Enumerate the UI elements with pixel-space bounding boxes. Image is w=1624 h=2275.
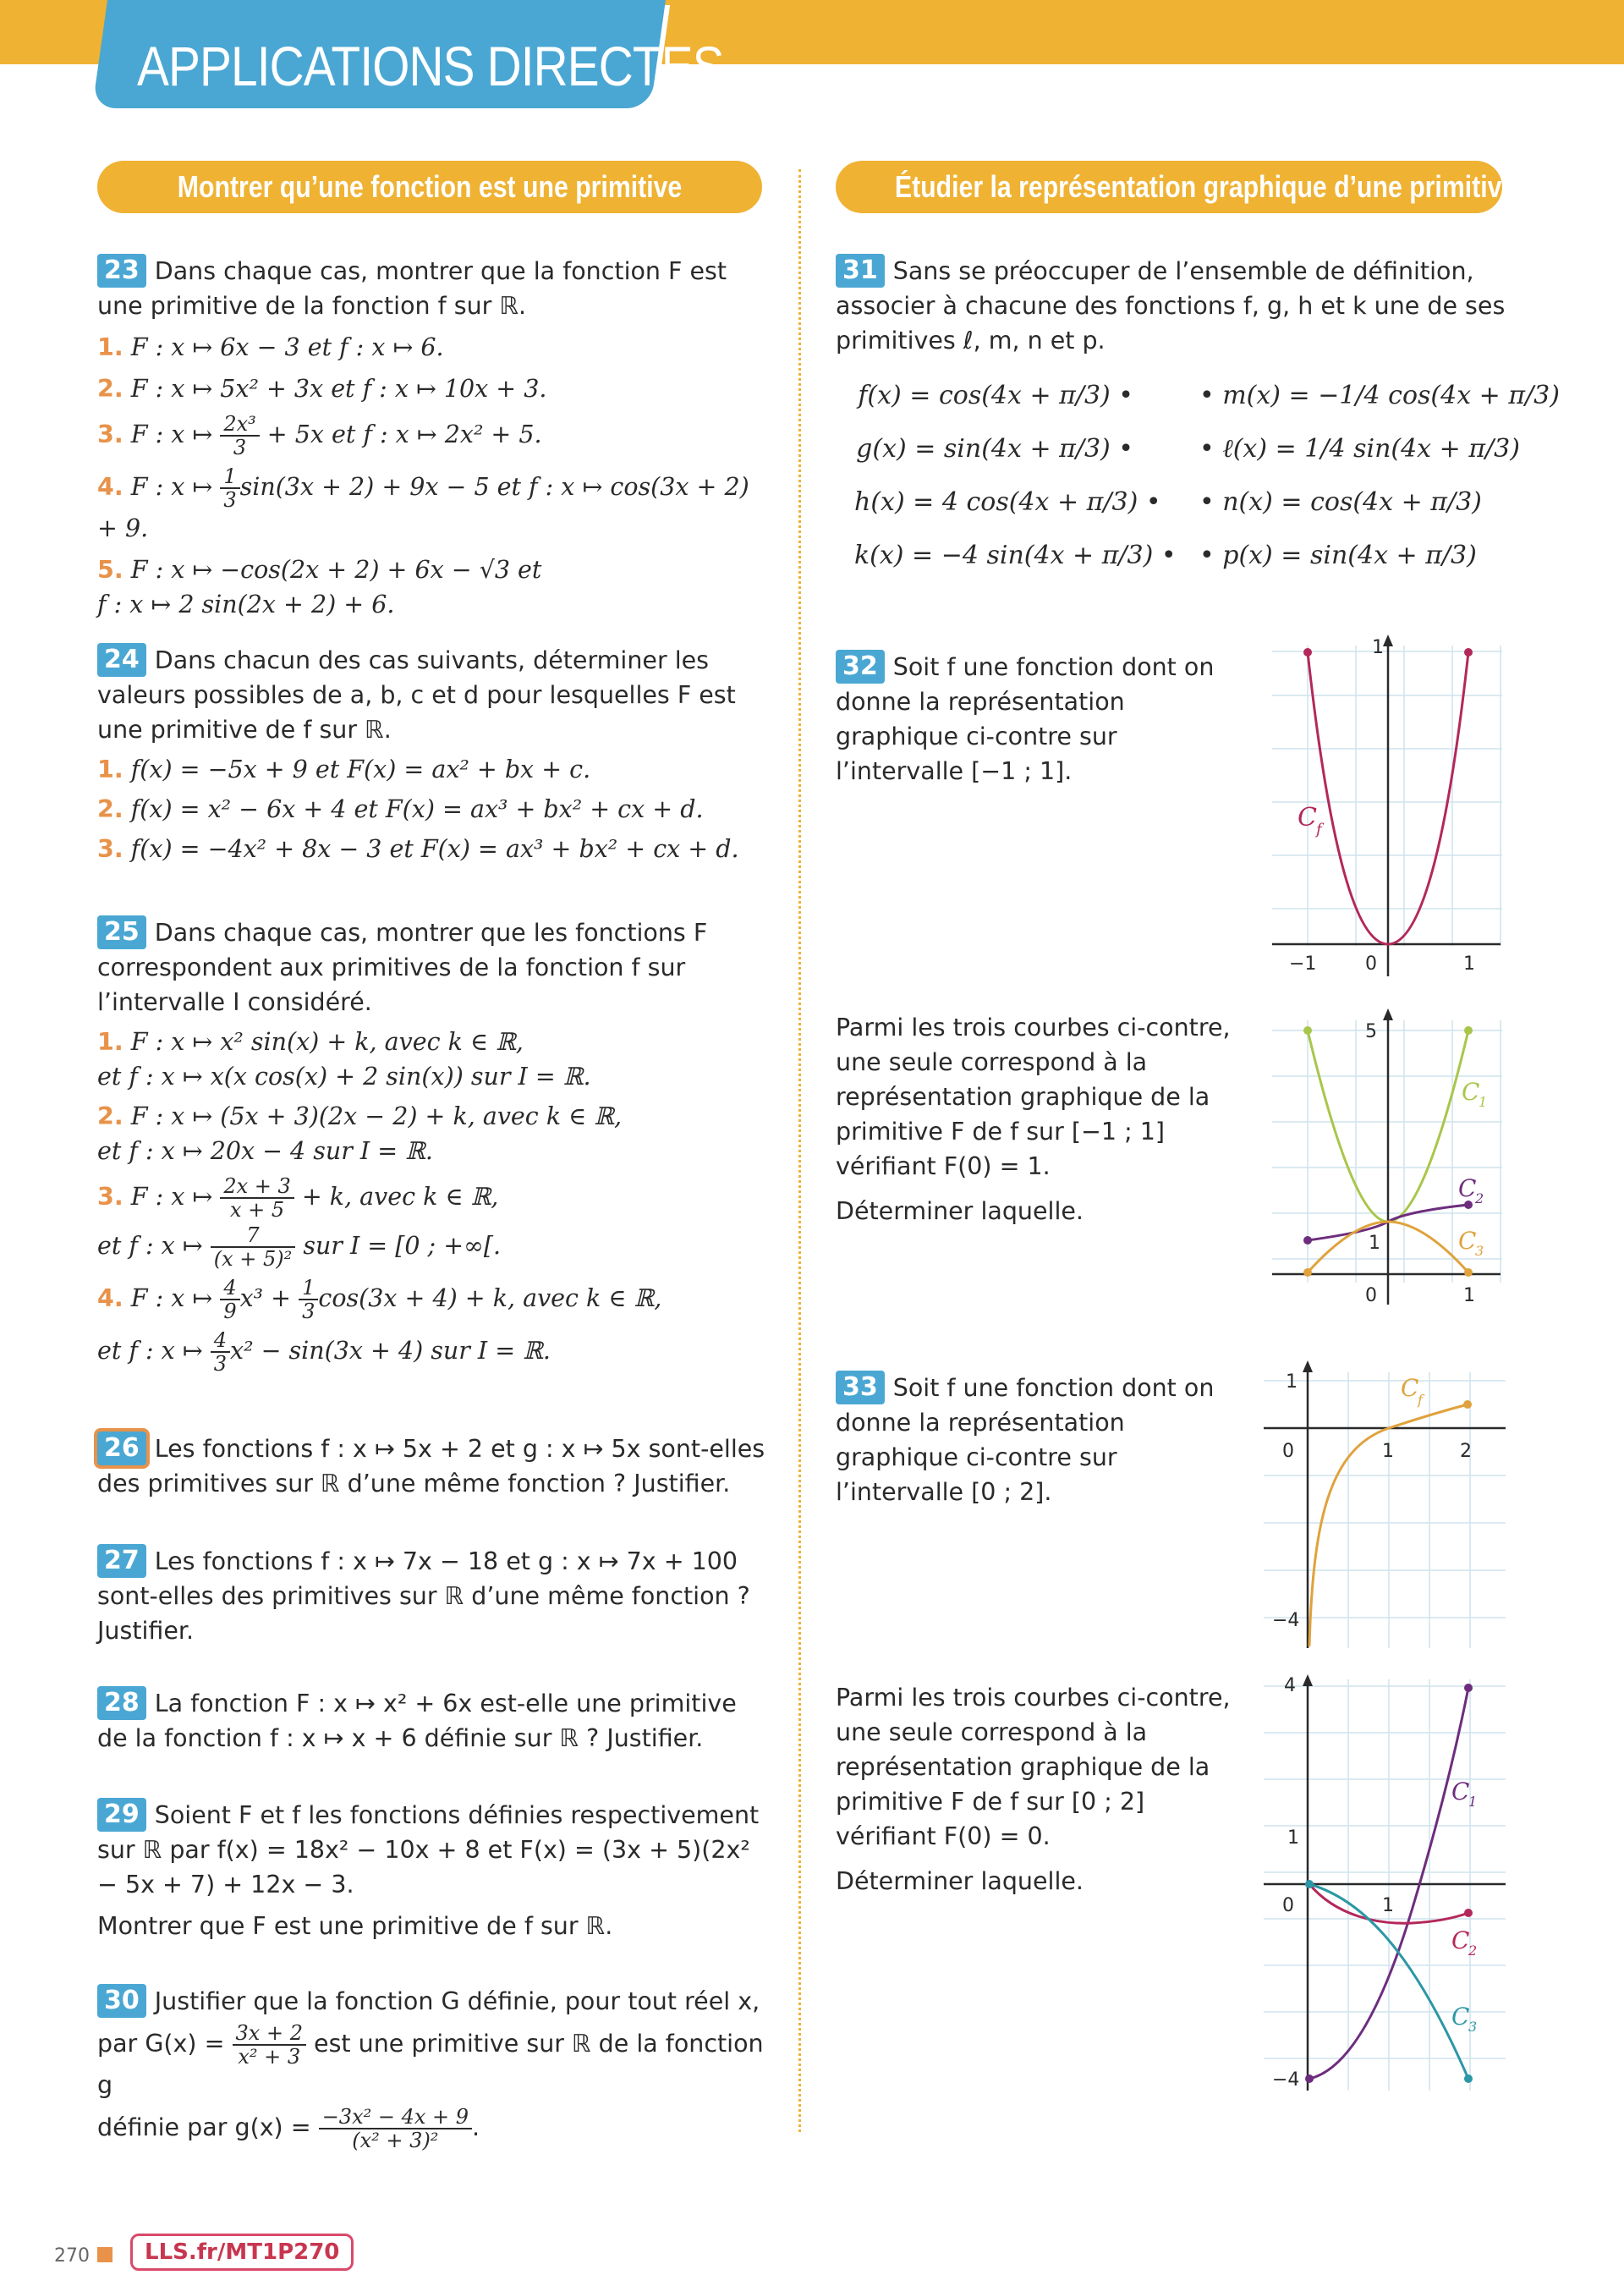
fraction: $\frac{\text{−3x² − 4x + 9}}{\text{(x² + 3)²}}$ (319, 2106, 472, 2151)
exercise-number: 27 (97, 1544, 146, 1578)
exercise-text: Soient F et f les fonctions définies respectivement sur ℝ par f(x) = 18x² − 10x + 8 et F(x) = (3x + 5)(2x² − 5x + 7) + 12x − 3. (97, 1801, 760, 1899)
association-right-column: • m(x) = −1/4 cos(4x + π/3) • ℓ(x) = 1/4 sin(4x + π/3) • n(x) = cos(4x + π/3) • p(x) = sin(4x + π/3) (1199, 381, 1560, 570)
curve-label-c3-sub: 3 (1475, 1243, 1484, 1259)
exercise-number: 30 (97, 1984, 146, 2018)
curve-label-c3: C (1458, 1227, 1477, 1255)
exercise-27 (97, 1544, 774, 1648)
section-left-header: Montrer qu’une fonction est une primitive (97, 161, 762, 213)
tick-label-y1: 1 (1372, 637, 1384, 658)
curve-label-c1: C (1462, 1078, 1480, 1106)
fraction: $\frac{1}{3}$ (220, 465, 239, 511)
curve-endpoint (1464, 1684, 1473, 1692)
curve-label-c2-sub: 2 (1475, 1190, 1484, 1206)
association-item: h(x) = 4 cos(4x + π/3) (854, 487, 1138, 517)
tick-label-x0: 0 (1365, 953, 1377, 975)
exercise-31 (836, 254, 1512, 358)
fraction: $\frac{\text{2x³}}{3}$ (220, 413, 259, 459)
exercise-29 (97, 1798, 774, 1943)
section-right-header: Étudier la représentation graphique d’une primitive (836, 161, 1502, 213)
exercise-24: 24 Dans chacun des cas suivants, déterminer les valeurs possibles de a, b, c et d pour lesquelles F est une primitive de f sur ℝ. 1. f(x) = −5x + 9 et F(x) = ax² + bx + c. 2. f(x) = x² − 6x + 4 et F(x) = ax³ + bx² + cx + d. 3. f(x) = −4x² + 8x − 3 et F(x) = ax³ + bx² + cx + d. (97, 645, 739, 863)
tick-label-xm1: −1 (1289, 953, 1317, 975)
curve-label-c2: C (1451, 1926, 1470, 1954)
footer-square-icon (97, 2247, 112, 2262)
association-item: ℓ(x) = 1/4 sin(4x + π/3) (1222, 434, 1520, 464)
exercise-number: 31 (836, 254, 885, 288)
exercise-32 (836, 650, 1242, 789)
tick-label-y4: 4 (1284, 1675, 1296, 1696)
curve-label-c3-sub: 3 (1468, 2019, 1478, 2035)
curve-endpoint (1303, 1268, 1312, 1277)
exercise-25: 25 Dans chaque cas, montrer que les fonctions F correspondent aux primitives de la fonction f sur l’intervalle I considéré. 1. F : x ↦ x² sin(x) + k, avec k ∈ ℝ, et f : x ↦ x(x cos(x) + 2 sin(x)) sur I = ℝ. 2. F : x ↦ (5x + 3)(2x − 2) + k, avec k ∈ ℝ, et f : x ↦ 20x − 4 sur I = ℝ. 3. F : x ↦ $\frac{2x + 3}{x + 5}$ + k, avec k ∈ ℝ, et f : x ↦ $\frac{7}{\text{(x + 5)²}}$ sur I = [0 ; +∞[. 4. F : x ↦ $\frac{4}{9}$ x³ + $\frac{1}{3}$ cos(3x + 4) + k, avec k ∈ ℝ, et f : x ↦ $\frac{4}{3}$ x² − sin(3x + 4) sur I = ℝ. (97, 917, 708, 1376)
exercise-33 (836, 1371, 1216, 1509)
tick-label-ym4: −4 (1272, 1610, 1300, 1631)
y-axis-arrow (1303, 1360, 1313, 1372)
page-number: 270 (54, 2245, 90, 2267)
association-item: m(x) = −1/4 cos(4x + π/3) (1222, 381, 1560, 410)
graph-ex33-f (1260, 1355, 1510, 1651)
curve-endpoint (1303, 1026, 1312, 1035)
tick-label-x1: 1 (1382, 1895, 1394, 1916)
exercise-number: 32 (836, 650, 885, 684)
footer-link[interactable]: LLS.fr/MT1P270 (130, 2234, 354, 2271)
exercise-number: 23 (97, 254, 146, 288)
fraction: $\frac{4}{9}$ (220, 1277, 239, 1322)
exercise-33-question (836, 1680, 1233, 1899)
exercise-text: Les fonctions f : x ↦ 7x − 18 et g : x ↦ 7x + 100 sont-elles des primitives sur ℝ d’une même fonction ? Justifier. (97, 1547, 750, 1645)
curve-label-c2: C (1458, 1174, 1477, 1202)
exercise-30: 30 Justifier que la fonction G définie, pour tout réel x, par G(x) = $\frac{3x + 2}{\text{x² + 3}}$ est une primitive sur ℝ de la fonction g définie par g(x) = $\frac{\text{−3x² − 4x + 9}}{\text{(x² + 3)²}}$ . (97, 1986, 764, 2152)
curve-endpoint (1303, 1236, 1312, 1245)
exercise-text: Les fonctions f : x ↦ 5x + 2 et g : x ↦ 5x sont-elles des primitives sur ℝ d’une même fonction ? Justifier. (97, 1435, 765, 1497)
exercise-number: 25 (97, 915, 146, 949)
exercise-text: Dans chaque cas, montrer que la fonction F est une primitive de la fonction f sur ℝ. (97, 257, 727, 320)
exercise-number: 24 (97, 643, 146, 677)
exercise-number: 29 (97, 1798, 146, 1832)
association-item: f(x) = cos(4x + π/3) (858, 381, 1111, 410)
fraction: $\frac{2x + 3}{x + 5}$ (220, 1175, 294, 1221)
graph-ex32-f (1269, 633, 1506, 980)
column-divider (798, 169, 801, 2132)
exercise-text: Dans chaque cas, montrer que les fonctions F correspondent aux primitives de la fonction f sur l’intervalle I considéré. (97, 919, 708, 1016)
question-text: Parmi les trois courbes ci-contre, une seule correspond à la représentation graphique de la primitive F de f sur [−1 ; 1] vérifiant F(0) = 1. (836, 1014, 1231, 1180)
association-item: g(x) = sin(4x + π/3) (856, 434, 1111, 464)
curve-label-cf-sub: f (1316, 821, 1322, 838)
curve-label-c2-sub: 2 (1468, 1943, 1478, 1959)
curve-endpoint (1305, 1880, 1314, 1888)
exercise-28 (97, 1686, 774, 1756)
curve-endpoint (1464, 2074, 1473, 2083)
curve-endpoint (1463, 1400, 1472, 1409)
tick-label-x0: 0 (1365, 1285, 1377, 1306)
tick-label-x0: 0 (1282, 1895, 1294, 1916)
exercise-number: 28 (97, 1686, 146, 1720)
exercise-text: Sans se préoccuper de l’ensemble de définition, associer à chacune des fonctions f, g, h et k une de ses primitives ℓ, m, n et p. (836, 257, 1506, 354)
exercise-23: 23 Dans chaque cas, montrer que la fonction F est une primitive de la fonction f sur ℝ. 1. F : x ↦ 6x − 3 et f : x ↦ 6. 2. F : x ↦ 5x² + 3x et f : x ↦ 10x + 3. 3. F : x ↦ $\frac{\text{2x³}}{3}$ + 5x et f : x ↦ 2x² + 5. 4. F : x ↦ $\frac{1}{3}$ sin(3x + 2) + 9x − 5 et f : x ↦ cos(3x + 2) + 9. 5. F : x ↦ −cos(2x + 2) + 6x − √3 et f : x ↦ 2 sin(2x + 2) + 6. (97, 256, 749, 618)
tick-label-x1: 1 (1463, 953, 1475, 975)
tick-label-x1: 1 (1382, 1441, 1394, 1462)
exercise-32-question (836, 1010, 1242, 1228)
item-text: F : x ↦ 6x − 3 et f : x ↦ 6. (130, 333, 444, 361)
fraction: $\frac{1}{3}$ (299, 1277, 318, 1322)
tick-label-x0: 0 (1282, 1441, 1294, 1462)
tick-label-y5: 5 (1365, 1021, 1377, 1042)
association-left-column: f(x) = cos(4x + π/3) • g(x) = sin(4x + π/3) • h(x) = 4 cos(4x + π/3) • k(x) = −4 sin(4x + π/3) • (854, 381, 1177, 570)
exercise-number: 26 (97, 1431, 146, 1465)
exercise-text: Soit f une fonction dont on donne la représentation graphique ci-contre sur l’intervalle [−1 ; 1]. (836, 653, 1215, 785)
curve-endpoint (1305, 2074, 1314, 2083)
fraction: $\frac{3x + 2}{\text{x² + 3}}$ (233, 2022, 306, 2068)
graph-ex33-primitives (1260, 1671, 1510, 2094)
association-item: p(x) = sin(4x + π/3) (1222, 541, 1477, 570)
page-title: APPLICATIONS DIRECTES (137, 35, 724, 97)
graph-ex32-primitives (1269, 1003, 1506, 1308)
curve-label-cf: C (1401, 1374, 1419, 1402)
tick-label-y1: 1 (1286, 1371, 1298, 1393)
question-instruction: Déterminer laquelle. (836, 1867, 1084, 1895)
exercise-question: Montrer que F est une primitive de f sur ℝ. (97, 1912, 613, 1940)
curve-label-cf: C (1298, 803, 1317, 833)
curve-label-c3: C (1451, 2003, 1470, 2030)
exercise-number: 33 (836, 1371, 885, 1404)
curve-label-c1: C (1451, 1778, 1470, 1805)
curve-label-c1-sub: 1 (1468, 1794, 1478, 1810)
curve-endpoint (1464, 1268, 1473, 1277)
fraction: $\frac{7}{\text{(x + 5)²}}$ (211, 1224, 296, 1270)
curve-label-c1-sub: 1 (1479, 1094, 1488, 1110)
y-axis-arrow (1383, 1008, 1393, 1020)
item-text: F : x ↦ 5x² + 3x et f : x ↦ 10x + 3. (130, 375, 547, 403)
tick-label-ym4: −4 (1272, 2069, 1300, 2091)
curve-endpoint (1303, 648, 1312, 657)
exercise-text: Soit f une fonction dont on donne la représentation graphique ci-contre sur l’intervalle [0 ; 2]. (836, 1374, 1215, 1506)
tick-label-y1: 1 (1287, 1827, 1299, 1849)
y-axis-arrow (1303, 1674, 1313, 1686)
question-instruction: Déterminer laquelle. (836, 1197, 1084, 1225)
curve-endpoint (1464, 1026, 1473, 1035)
tick-label-y1: 1 (1369, 1233, 1380, 1254)
association-item: n(x) = cos(4x + π/3) (1222, 487, 1482, 517)
tick-label-x2: 2 (1460, 1441, 1472, 1462)
question-text: Parmi les trois courbes ci-contre, une seule correspond à la représentation graphique de la primitive F de f sur [0 ; 2] vérifiant F(0) = 0. (836, 1684, 1231, 1850)
exercise-text: La fonction F : x ↦ x² + 6x est-elle une primitive de la fonction f : x ↦ x + 6 définie sur ℝ ? Justifier. (97, 1690, 737, 1752)
fraction: $\frac{4}{3}$ (211, 1329, 230, 1375)
exercise-text: Justifier que la fonction G définie, pour tout réel x, (154, 1987, 760, 2015)
curve-label-cf-sub: f (1418, 1392, 1423, 1408)
curve-endpoint (1464, 648, 1473, 657)
curve-endpoint (1464, 1909, 1473, 1917)
tick-label-x1: 1 (1463, 1285, 1475, 1306)
exercise-text: Dans chacun des cas suivants, déterminer les valeurs possibles de a, b, c et d pour lesquelles F est une primitive de f sur ℝ. (97, 646, 736, 744)
exercise-26 (97, 1431, 774, 1501)
association-item: k(x) = −4 sin(4x + π/3) (854, 541, 1154, 570)
y-axis-arrow (1383, 635, 1393, 646)
